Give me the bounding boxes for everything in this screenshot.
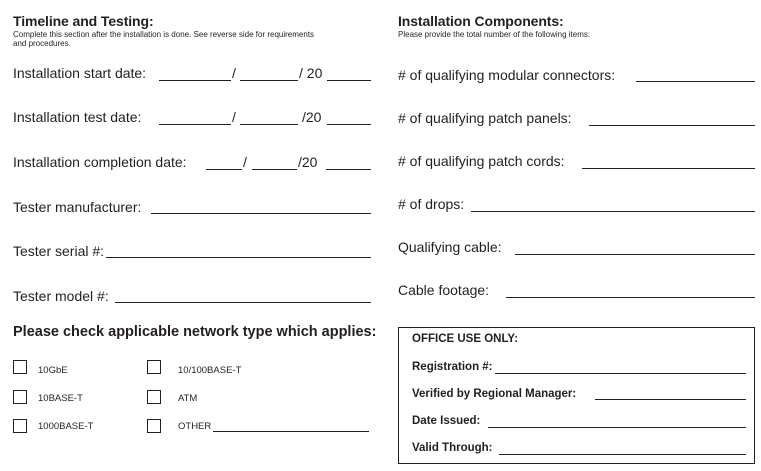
verified-by-field[interactable]	[595, 399, 746, 400]
option-label-10gbe: 10GbE	[38, 365, 68, 376]
installation-components-instructions: Please provide the total number of the following items:	[398, 30, 591, 39]
completion-date-month-field[interactable]	[206, 169, 242, 170]
drops-field[interactable]	[471, 211, 755, 212]
completion-date-year-prefix: /20	[298, 154, 318, 170]
qualifying-cable-label: Qualifying cable:	[398, 239, 502, 255]
registration-label: Registration #:	[412, 361, 493, 373]
modular-connectors-label: # of qualifying modular connectors:	[398, 67, 616, 83]
start-date-year-field[interactable]	[327, 80, 371, 81]
network-type-title: Please check applicable network type which applies:	[13, 324, 377, 340]
cable-footage-label: Cable footage:	[398, 282, 490, 298]
checkbox-atm[interactable]	[147, 390, 161, 404]
office-use-box	[398, 327, 755, 464]
patch-panels-label: # of qualifying patch panels:	[398, 110, 572, 126]
test-date-slash: /	[232, 109, 236, 125]
drops-label: # of drops:	[398, 196, 465, 212]
completion-date-label: Installation completion date:	[13, 154, 187, 170]
start-date-day-field[interactable]	[240, 80, 298, 81]
qualifying-cable-field[interactable]	[515, 254, 755, 255]
start-date-month-field[interactable]	[159, 80, 231, 81]
tester-manufacturer-field[interactable]	[151, 213, 371, 214]
completion-date-day-field[interactable]	[252, 169, 297, 170]
completion-date-slash: /	[243, 154, 247, 170]
verified-by-label: Verified by Regional Manager:	[412, 388, 577, 400]
timeline-testing-instructions-line1: Complete this section after the installation is done. See reverse side for requirements	[13, 30, 315, 39]
checkbox-10base-t[interactable]	[13, 390, 27, 404]
option-label-atm: ATM	[178, 393, 198, 404]
option-label-other: OTHER	[178, 421, 212, 432]
tester-serial-field[interactable]	[106, 257, 371, 258]
timeline-testing-instructions-line2: and procedures.	[13, 39, 71, 48]
completion-date-year-field[interactable]	[326, 169, 371, 170]
test-date-label: Installation test date:	[13, 109, 142, 125]
valid-through-label: Valid Through:	[412, 442, 493, 454]
installation-components-title: Installation Components:	[398, 13, 564, 29]
timeline-testing-title: Timeline and Testing:	[13, 13, 154, 29]
tester-manufacturer-label: Tester manufacturer:	[13, 199, 142, 215]
date-issued-field[interactable]	[488, 427, 746, 428]
option-label-10-100base-t: 10/100BASE-T	[178, 365, 242, 376]
modular-connectors-field[interactable]	[636, 81, 755, 82]
test-date-year-prefix: /20	[302, 109, 322, 125]
start-date-year-prefix: / 20	[299, 65, 323, 81]
checkbox-1000base-t[interactable]	[13, 419, 27, 433]
test-date-year-field[interactable]	[327, 124, 371, 125]
option-label-10base-t: 10BASE-T	[38, 393, 83, 404]
registration-field[interactable]	[495, 373, 746, 374]
checkbox-other[interactable]	[147, 419, 161, 433]
patch-cords-label: # of qualifying patch cords:	[398, 153, 565, 169]
tester-model-label: Tester model #:	[13, 288, 109, 304]
patch-panels-field[interactable]	[589, 125, 755, 126]
patch-cords-field[interactable]	[582, 168, 755, 169]
checkbox-10-100base-t[interactable]	[147, 360, 161, 374]
valid-through-field[interactable]	[499, 454, 746, 455]
checkbox-10gbe[interactable]	[13, 360, 27, 374]
other-network-type-field[interactable]	[213, 431, 369, 432]
tester-serial-label: Tester serial #:	[13, 243, 105, 259]
test-date-day-field[interactable]	[240, 124, 298, 125]
office-use-title: OFFICE USE ONLY:	[412, 333, 519, 345]
cable-footage-field[interactable]	[506, 297, 755, 298]
start-date-slash: /	[232, 65, 236, 81]
start-date-label: Installation start date:	[13, 65, 147, 81]
option-label-1000base-t: 1000BASE-T	[38, 421, 94, 432]
test-date-month-field[interactable]	[159, 124, 231, 125]
tester-model-field[interactable]	[115, 302, 371, 303]
date-issued-label: Date Issued:	[412, 415, 481, 427]
